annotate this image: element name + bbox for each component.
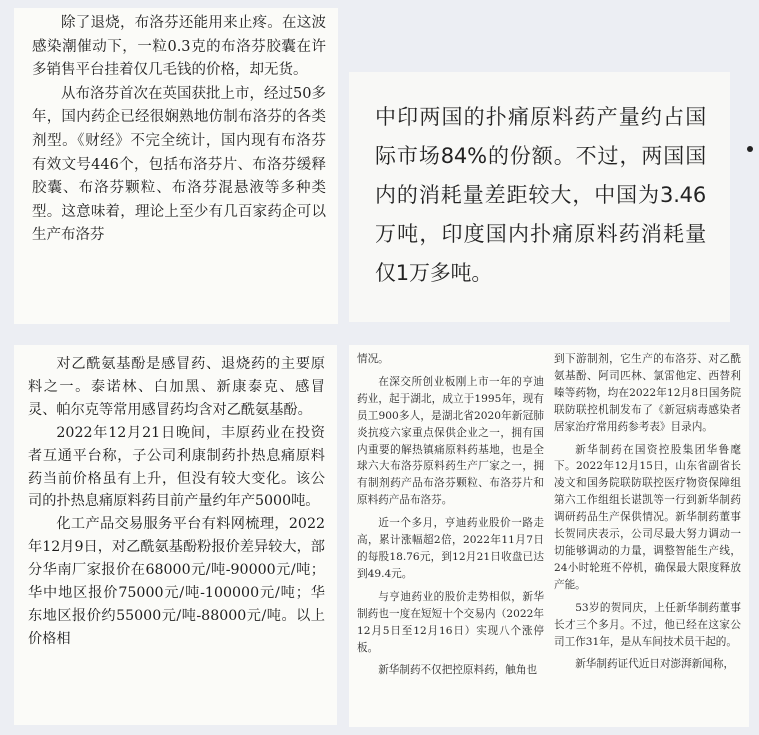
paragraph: 与亨迪药业的股价走势相似，新华制药也一度在短短十个交易内（2022年12月5日至12月16日）实现八个涨停板。: [357, 590, 544, 654]
paragraph: 除了退烧，布洛芬还能用来止疼。在这波感染潮催动下，一粒0.3克的布洛芬胶囊在许多销售平台挂着仅几毛钱的价格，却无货。: [32, 15, 326, 79]
paragraph: 在深交所创业板刚上市一年的亨迪药业，起于湖北，成立于1995年，现有员工900多人，是湖北省2020年新冠肺炎抗疫六家重点保供企业之一，拥有国内重要的解热镇痛原料药基地，也是全球六大布洛芬原料药生产厂家之一，拥有制剂药产品布洛芬颗粒、布洛芬片和原料药产品布洛芬。: [357, 375, 544, 507]
paragraph: 情况。: [357, 353, 389, 365]
paragraph: 近一个多月，亨迪药业股价一路走高，累计涨幅超2倍，2022年11月7日的每股18.76元，到12月21日收盘已达到49.4元。: [357, 517, 544, 580]
bullet-dot: [747, 146, 753, 152]
paragraph: 2022年12月21日晚间，丰原药业在投资者互通平台称，子公司利康制药扑热息痛原料药当前价格虽有上升，但没有较大变化。该公司的扑热息痛原料药目前产量约年产5000吨。: [28, 424, 325, 510]
paragraph: 新华制药不仅把控原料药，触角也: [378, 664, 538, 677]
article-clip-ibuprofen: [14, 8, 338, 324]
paragraph: 53岁的贺同庆，上任新华制药董事长才三个多月。不过，他已经在这家公司工作31年，是从车间技术员干起的。: [554, 601, 741, 648]
paragraph: 新华制药在国资控股集团华鲁麾下。2022年12月15日，山东省副省长凌文和国务院联防联控医疗物资保障组第六工作组组长谌凯等一行到新华制药调研药品生产保供情况。新华制药董事长贺同庆表示，公司尽最大努力调动一切能够调动的力量，调整智能生产线，24小时轮班不停机，确保最大限度释放产能。: [554, 443, 741, 591]
paragraph: 对乙酰氨基酚是感冒药、退烧药的主要原料之一。泰诺林、白加黑、新康泰克、感冒灵、帕尔克等常用感冒药均含对乙酰氨基酚。: [28, 356, 325, 418]
article-clip-paracetamol: [14, 345, 337, 725]
article-clip-pharma-stocks: [349, 345, 749, 727]
left-column: [357, 351, 544, 727]
highlight-clip-india-china: [349, 72, 730, 322]
paragraph: 化工产品交易服务平台有料网梳理，2022年12月9日，对乙酰氨基酚粉报价差异较大，部分华南厂家报价在68000元/吨-90000元/吨；华中地区报价75000元/吨-100000元/吨；华东地区报价约55000元/吨-88000元/吨。以上价格相: [28, 516, 325, 647]
paragraph: 新华制药证代近日对澎湃新闻称，: [575, 658, 735, 671]
highlight-text: 中印两国的扑痛原料药产量约占国际市场84%的份额。不过，两国国内的消耗量差距较大，中国为3.46万吨，印度国内扑痛原料药消耗量仅1万多吨。: [375, 105, 706, 285]
paragraph: 从布洛芬首次在英国获批上市，经过50多年，国内药企已经很娴熟地仿制布洛芬的各类剂型。《财经》不完全统计，国内现有布洛芬有效文号446个，包括布洛芬片、布洛芬缓释胶囊、布洛芬颗粒、布洛芬混悬液等多种类型。这意味着，理论上至少有几百家药企可以生产布洛芬: [32, 85, 326, 244]
paragraph: 到下游制剂，它生产的布洛芬、对乙酰氨基酚、阿司匹林、氯雷他定、西替利嗪等药物，均在2022年12月8日国务院联防联控机制发布了《新冠病毒感染者居家治疗常用药参考表》目录内。: [554, 353, 741, 433]
right-column: [554, 351, 741, 727]
